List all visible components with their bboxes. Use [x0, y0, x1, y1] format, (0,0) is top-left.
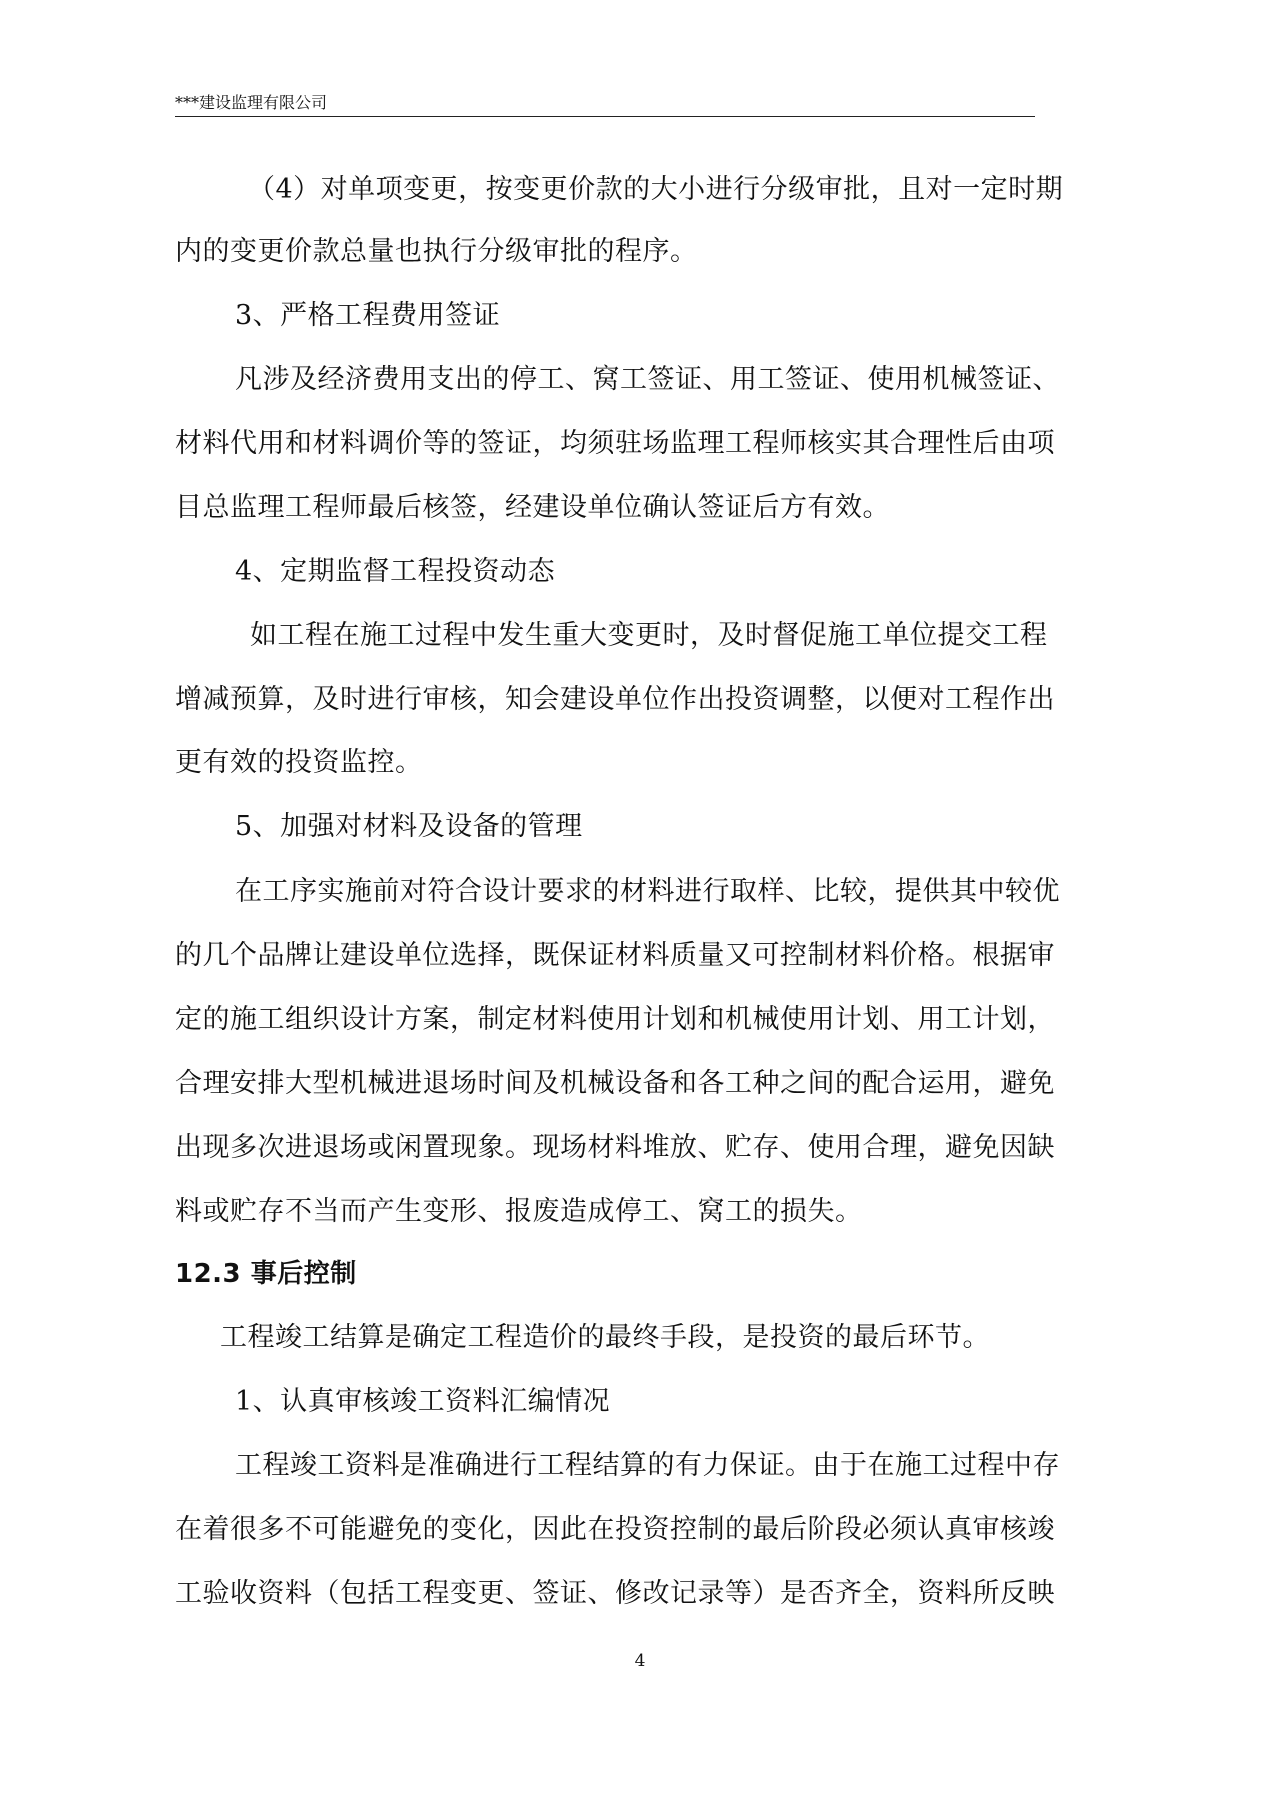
paragraph-line: 凡涉及经济费用支出的停工、窝工签证、用工签证、使用机械签证、	[235, 364, 1060, 395]
page-header	[175, 92, 1035, 117]
paragraph-line: 内的变更价款总量也执行分级审批的程序。	[175, 236, 698, 267]
paragraph-line: 目总监理工程师最后核签，经建设单位确认签证后方有效。	[175, 492, 890, 523]
paragraph-line: 材料代用和材料调价等的签证，均须驻场监理工程师核实其合理性后由项	[175, 428, 1055, 459]
paragraph-line: 工程竣工资料是准确进行工程结算的有力保证。由于在施工过程中存	[235, 1450, 1060, 1481]
company-name: ***建设监理有限公司	[175, 93, 328, 112]
page-number: 4	[634, 1651, 646, 1671]
section-heading: 1、认真审核竣工资料汇编情况	[235, 1386, 611, 1417]
section-heading: 5、加强对材料及设备的管理	[235, 811, 583, 842]
paragraph-line: 如工程在施工过程中发生重大变更时，及时督促施工单位提交工程	[250, 620, 1048, 651]
paragraph-line: 的几个品牌让建设单位选择，既保证材料质量又可控制材料价格。根据审	[175, 940, 1055, 971]
paragraph-line: 工验收资料（包括工程变更、签证、修改记录等）是否齐全，资料所反映	[175, 1578, 1055, 1609]
section-heading: 4、定期监督工程投资动态	[235, 556, 556, 587]
paragraph-line: 在着很多不可能避免的变化，因此在投资控制的最后阶段必须认真审核竣	[175, 1514, 1055, 1545]
paragraph-line: 工程竣工结算是确定工程造价的最终手段，是投资的最后环节。	[220, 1322, 990, 1353]
paragraph-line: 出现多次进退场或闲置现象。现场材料堆放、贮存、使用合理，避免因缺	[175, 1132, 1055, 1163]
paragraph-line: 合理安排大型机械进退场时间及机械设备和各工种之间的配合运用，避免	[175, 1068, 1055, 1099]
paragraph-line: 定的施工组织设计方案，制定材料使用计划和机械使用计划、用工计划，	[175, 1004, 1055, 1035]
paragraph-line: （4）对单项变更，按变更价款的大小进行分级审批，且对一定时期	[248, 174, 1064, 205]
paragraph-line: 更有效的投资监控。	[175, 747, 423, 778]
paragraph-line: 料或贮存不当而产生变形、报废造成停工、窝工的损失。	[175, 1196, 863, 1227]
paragraph-line: 在工序实施前对符合设计要求的材料进行取样、比较，提供其中较优	[235, 876, 1060, 907]
section-heading: 3、严格工程费用签证	[235, 300, 501, 331]
subsection-heading: 12.3 事后控制	[175, 1259, 357, 1289]
paragraph-line: 增减预算，及时进行审核，知会建设单位作出投资调整，以便对工程作出	[175, 684, 1055, 715]
